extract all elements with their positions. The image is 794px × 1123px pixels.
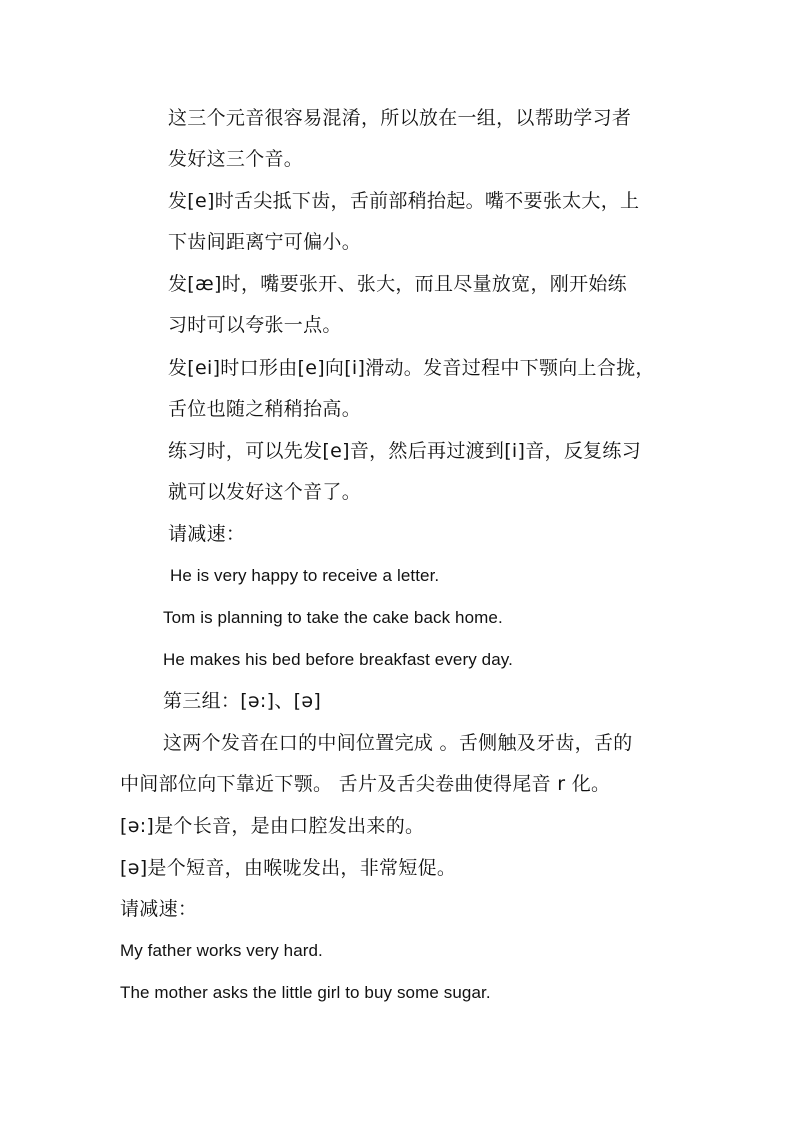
paragraph-line: [ə]是个短音，由喉咙发出，非常短促。 (120, 857, 457, 879)
section-label: 请减速： (168, 523, 246, 545)
paragraph-line: [ə:]是个长音，是由口腔发出来的。 (120, 815, 425, 837)
paragraph-line: 练习时，可以先发[e]音，然后再过渡到[i]音，反复练习 (168, 440, 642, 462)
paragraph-line: 这两个发音在口的中间位置完成 。舌侧触及牙齿，舌的 (163, 732, 633, 754)
section-label: 请减速： (120, 898, 198, 920)
paragraph-line: 习时可以夸张一点。 (168, 314, 342, 336)
paragraph-line: 发[e]时舌尖抵下齿，舌前部稍抬起。嘴不要张太大，上 (168, 190, 640, 212)
paragraph-line: 这三个元音很容易混淆，所以放在一组，以帮助学习者 (168, 107, 632, 129)
paragraph-line: 发好这三个音。 (168, 148, 304, 170)
practice-sentence: Tom is planning to take the cake back home. (163, 608, 503, 627)
paragraph-line: 下齿间距离宁可偏小。 (168, 231, 362, 253)
paragraph-line: 发[ei]时口形由[e]向[i]滑动。发音过程中下颚向上合拢， (168, 357, 655, 379)
practice-sentence: The mother asks the little girl to buy some sugar. (120, 983, 491, 1002)
section-heading: 第三组：[ə:]、[ə] (163, 690, 322, 712)
practice-sentence: He is very happy to receive a letter. (170, 566, 440, 585)
paragraph-line: 舌位也随之稍稍抬高。 (168, 398, 362, 420)
paragraph-line: 中间部位向下靠近下颚。 舌片及舌尖卷曲使得尾音 r 化。 (120, 773, 611, 795)
paragraph-line: 发[æ]时，嘴要张开、张大，而且尽量放宽，刚开始练 (168, 273, 627, 295)
paragraph-line: 就可以发好这个音了。 (168, 481, 362, 503)
practice-sentence: My father works very hard. (120, 941, 323, 960)
practice-sentence: He makes his bed before breakfast every day. (163, 650, 513, 669)
